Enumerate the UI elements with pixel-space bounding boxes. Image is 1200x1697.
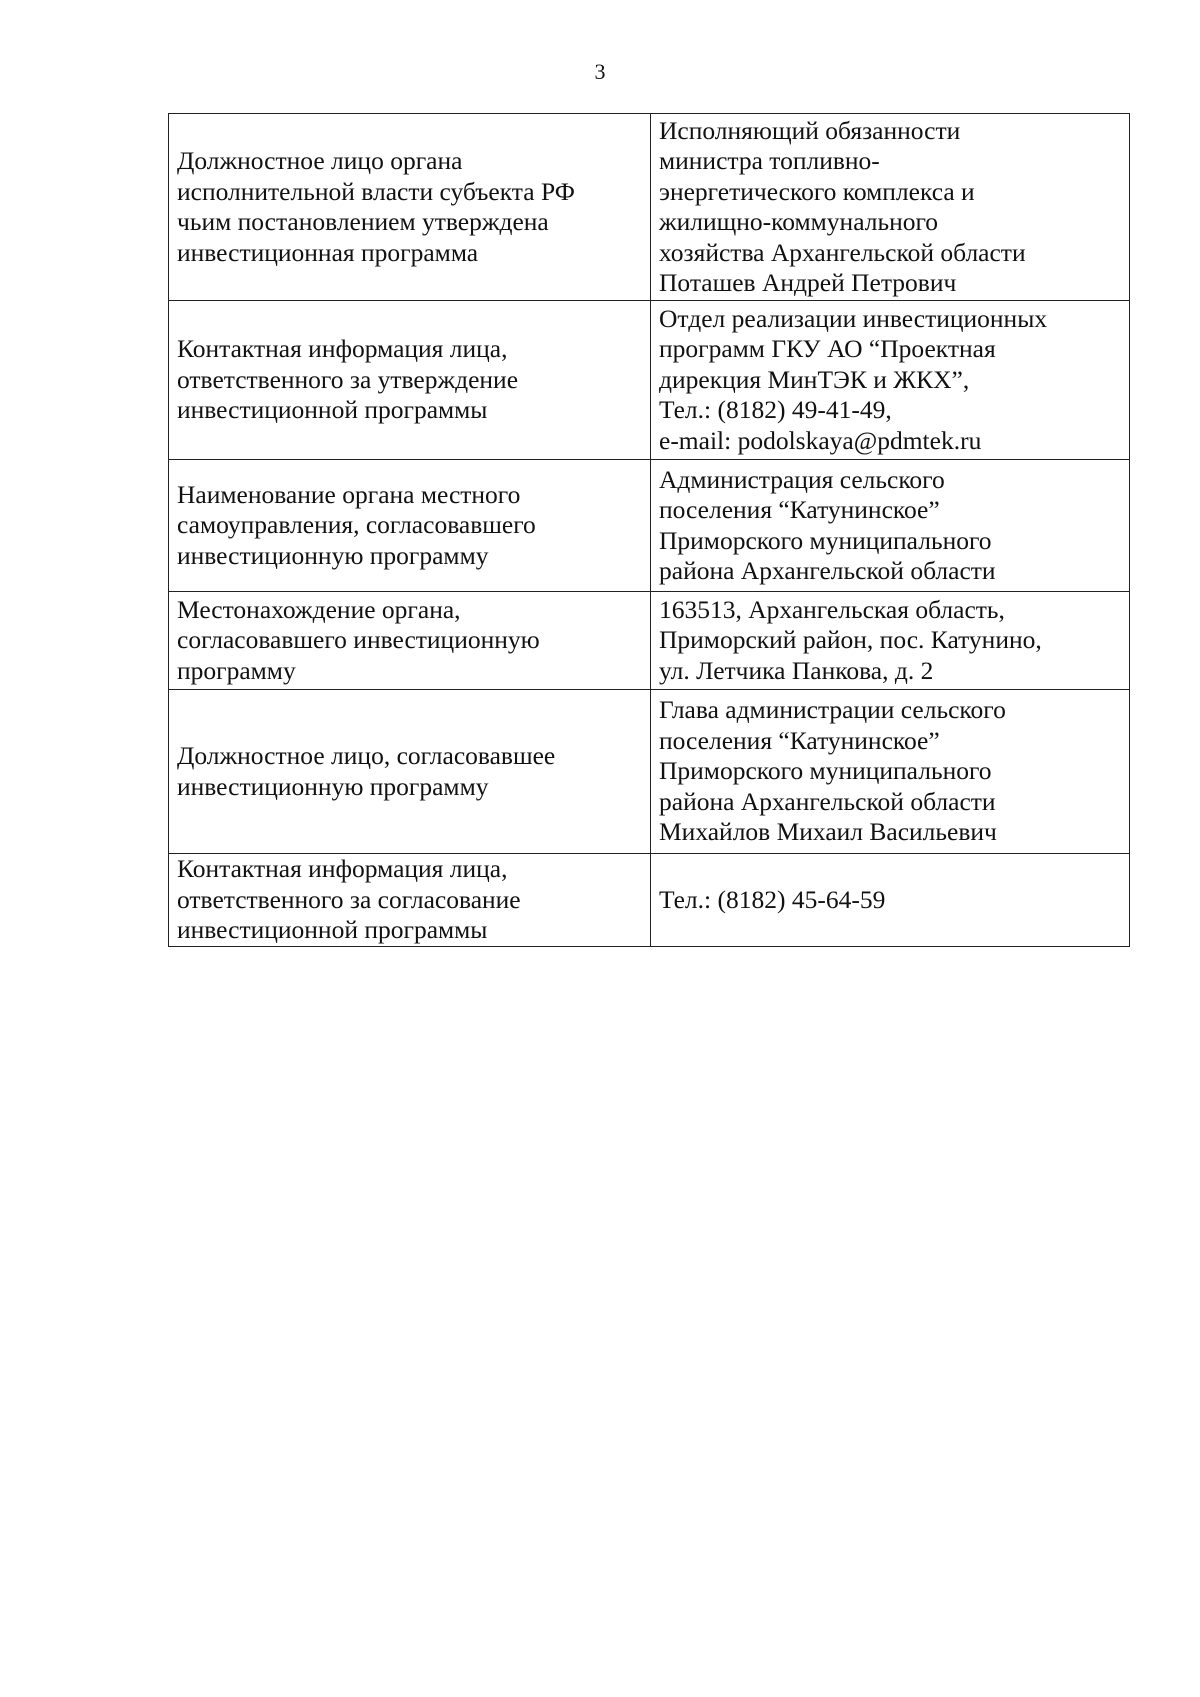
table-row-agreeing-official	[169, 690, 1130, 854]
table-cell-label: Контактная информация лица, ответственного за утверждение инвестиционной программы	[169, 301, 651, 460]
table-cell-label: Должностное лицо, согласовавшее инвестиционную программу	[169, 690, 651, 854]
table-cell-value: Глава администрации сельского поселения “Катунинское” Приморского муниципального района Архангельской области Михайлов Михаил Васильевич	[651, 690, 1130, 854]
table-cell-value: Тел.: (8182) 45-64-59	[651, 854, 1130, 947]
table-cell-label: Наименование органа местного самоуправления, согласовавшего инвестиционную программу	[169, 460, 651, 592]
page-number: 3	[594, 59, 606, 84]
table-row-local-authority-address	[169, 592, 1130, 690]
table-cell-value: Отдел реализации инвестиционных программ ГКУ АО “Проектная дирекция МинТЭК и ЖКХ”, Тел.: (8182) 49-41-49, e-mail: podolskaya@pdmtek.ru	[651, 301, 1130, 460]
table-cell-value: 163513, Архангельская область, Приморский район, пос. Катунино, ул. Летчика Панкова, д. 2	[651, 592, 1130, 690]
table-row-local-authority-name	[169, 460, 1130, 592]
table-row-agreement-contact	[169, 854, 1130, 947]
table-cell-label: Должностное лицо органа исполнительной власти субъекта РФ чьим постановлением утверждена инвестиционная программа	[169, 114, 651, 301]
table-row-approving-official	[169, 114, 1130, 301]
table-cell-label: Контактная информация лица, ответственного за согласование инвестиционной программы	[169, 854, 651, 947]
table-cell-label: Местонахождение органа, согласовавшего инвестиционную программу	[169, 592, 651, 690]
table-row-approval-contact	[169, 301, 1130, 460]
table-cell-value: Администрация сельского поселения “Катунинское” Приморского муниципального района Архангельской области	[651, 460, 1130, 592]
investment-program-info-table	[168, 113, 1130, 947]
table-cell-value: Исполняющий обязанности министра топливно- энергетического комплекса и жилищно-коммунального хозяйства Архангельской области Поташев Андрей Петрович	[651, 114, 1130, 301]
